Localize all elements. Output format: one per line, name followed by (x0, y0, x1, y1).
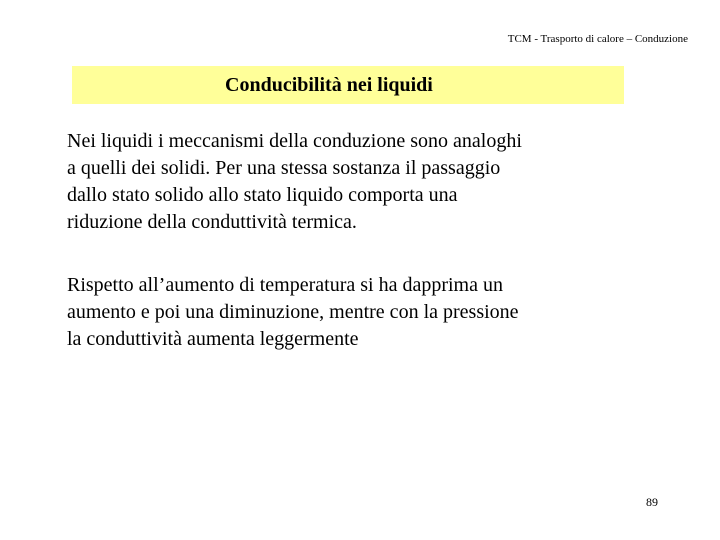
paragraph-1-line-2: a quelli dei solidi. Per una stessa sostanza il passaggio (67, 157, 501, 179)
paragraph-1-line-1: Nei liquidi i meccanismi della conduzione sono analoghi (67, 130, 522, 152)
paragraph-2-line-1: Rispetto all’aumento di temperatura si ha dapprima un (67, 274, 503, 296)
slide-title: Conducibilità nei liquidi (225, 74, 433, 96)
paragraph-2 (67, 272, 647, 353)
page-number: 89 (646, 495, 658, 509)
paragraph-1 (67, 128, 647, 236)
paragraph-2-line-2: aumento e poi una diminuzione, mentre con la pressione (67, 301, 519, 323)
paragraph-1-line-4: riduzione della conduttività termica. (67, 211, 357, 233)
header-note: TCM - Trasporto di calore – Conduzione (507, 33, 688, 45)
paragraph-2-line-3: la conduttività aumenta leggermente (67, 328, 359, 350)
title-banner (72, 66, 624, 104)
paragraph-1-line-3: dallo stato solido allo stato liquido comporta una (67, 184, 458, 206)
